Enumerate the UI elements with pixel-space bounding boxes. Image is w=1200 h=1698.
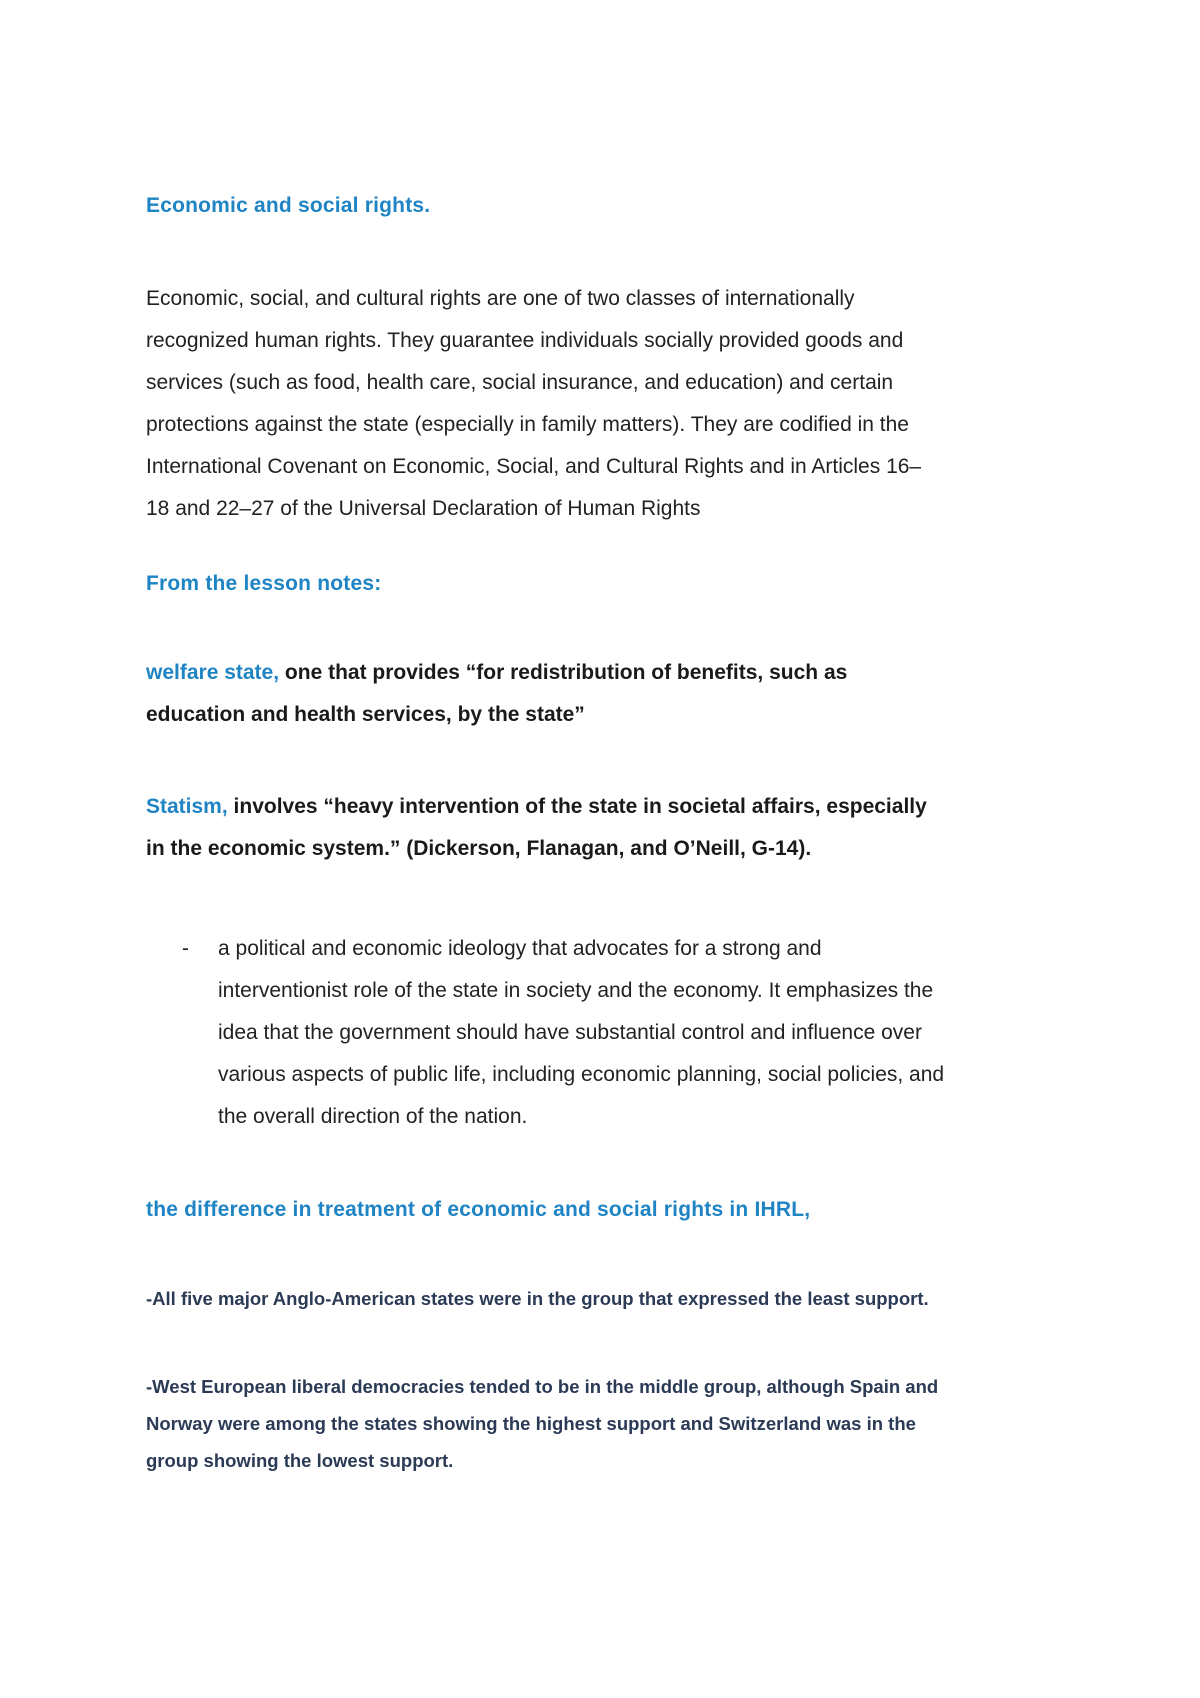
statism-text: involves “heavy intervention of the state in societal affairs, especially	[227, 795, 927, 818]
welfare-term: welfare state,	[146, 661, 280, 684]
bullet-item	[218, 928, 944, 1138]
intro-line: services (such as food, health care, social insurance, and education) and certain	[146, 371, 894, 394]
welfare-definition-line1	[146, 652, 847, 694]
statism-term: Statism,	[146, 795, 228, 818]
statism-definition-line1	[146, 786, 927, 828]
welfare-definition-line2: education and health services, by the state”	[146, 703, 585, 726]
intro-line: protections against the state (especially in family matters). They are codified in the	[146, 413, 909, 436]
statism-definition-line2: in the economic system.” (Dickerson, Flanagan, and O’Neill, G-14).	[146, 837, 812, 860]
intro-line: recognized human rights. They guarantee individuals socially provided goods and	[146, 329, 904, 352]
intro-line: Economic, social, and cultural rights are one of two classes of internationally	[146, 287, 855, 310]
heading-economic-social-rights: Economic and social rights.	[146, 194, 431, 217]
intro-paragraph	[146, 278, 1076, 530]
point-west-european-line3: group showing the lowest support.	[146, 1450, 454, 1471]
bullet-line: interventionist role of the state in society and the economy. It emphasizes the	[218, 979, 934, 1002]
intro-line: 18 and 22–27 of the Universal Declaration of Human Rights	[146, 497, 701, 520]
point-west-european-line2: Norway were among the states showing the highest support and Switzerland was in the	[146, 1413, 916, 1434]
bullet-line: a political and economic ideology that advocates for a strong and	[218, 937, 822, 960]
bullet-line: idea that the government should have substantial control and influence over	[218, 1021, 922, 1044]
heading-ihrl-difference: the difference in treatment of economic and social rights in IHRL,	[146, 1198, 811, 1221]
intro-line: International Covenant on Economic, Social, and Cultural Rights and in Articles 16–	[146, 455, 922, 478]
point-west-european-line1: -West European liberal democracies tended to be in the middle group, although Spain and	[146, 1376, 939, 1397]
bullet-line: the overall direction of the nation.	[218, 1105, 528, 1128]
welfare-text: one that provides “for redistribution of benefits, such as	[279, 661, 848, 684]
point-anglo-american: -All five major Anglo-American states were in the group that expressed the least support.	[146, 1288, 929, 1309]
bullet-line: various aspects of public life, including economic planning, social policies, and	[218, 1063, 945, 1086]
heading-lesson-notes: From the lesson notes:	[146, 572, 382, 595]
bullet-dash: -	[182, 937, 189, 960]
